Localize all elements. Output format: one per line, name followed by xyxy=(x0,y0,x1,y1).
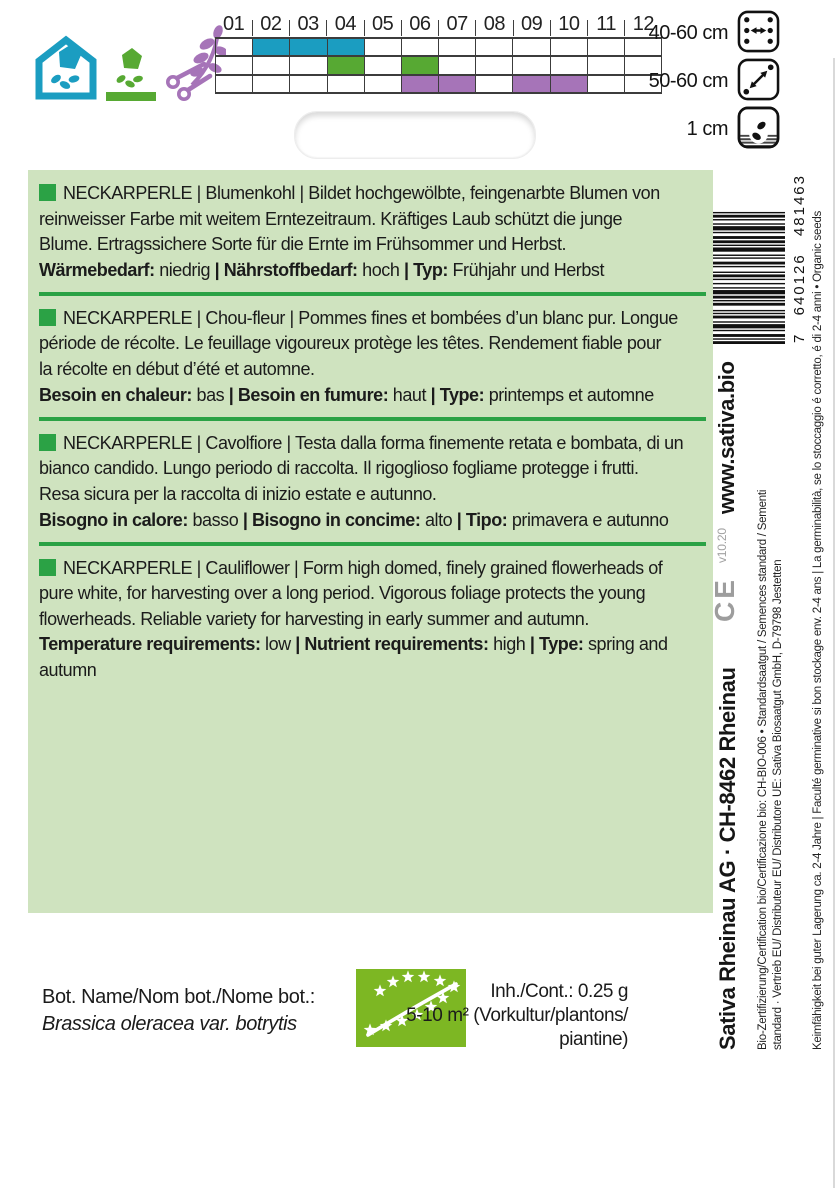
calendar-cell-outdoor-sowing-07 xyxy=(439,57,476,75)
calendar-month-label: 12 xyxy=(625,12,662,37)
calendar-cell-outdoor-sowing-05 xyxy=(365,57,402,75)
certification-text xyxy=(756,490,785,1050)
green-divider xyxy=(39,542,706,546)
calendar-month-label: 04 xyxy=(327,12,364,37)
company-address: Sativa Rheinau AG · CH-8462 Rheinau xyxy=(715,667,740,1050)
calendar-cell-indoor-sowing-05 xyxy=(365,39,402,57)
spacing-info xyxy=(580,12,780,151)
descriptions xyxy=(39,181,701,684)
calendar-cell-indoor-sowing-09 xyxy=(513,39,550,57)
requirements-line: Besoin en chaleur: bas | Besoin en fumure: haut | Type: printemps et automne xyxy=(39,384,654,405)
calendar-cell-indoor-sowing-08 xyxy=(476,39,513,57)
green-square-bullet xyxy=(39,434,56,451)
germination-text: Keimfähigkeit bei guter Lagerung ca. 2-4 Jahre | Faculté germinative si bon stockage env. 2-4 ans | La germinabilità, se lo stoccaggio é corretto, é di 2-4 anni • Organic seeds xyxy=(812,211,824,1050)
description-line: reinweisser Farbe mit weitem Erntezeitraum. Kräftiges Laub schützt die junge xyxy=(39,208,623,229)
botanical-label: Bot. Name/Nom bot./Nome bot.: xyxy=(42,986,315,1008)
calendar-cell-outdoor-sowing-06 xyxy=(402,57,439,75)
green-square-bullet xyxy=(39,559,56,576)
description-line: flowerheads. Reliable variety for harvesting in early summer and autumn. xyxy=(39,608,589,629)
description-de xyxy=(39,181,701,283)
row-spacing xyxy=(580,12,780,55)
outdoor-sowing-icon xyxy=(106,47,156,106)
barcode xyxy=(713,172,808,345)
green-divider xyxy=(39,292,706,296)
sowing-depth xyxy=(580,108,780,151)
sowing-depth-icon xyxy=(737,106,780,154)
description-it xyxy=(39,431,701,533)
requirements-line: Bisogno in calore: basso | Bisogno in concime: alto | Tipo: primavera e autunno xyxy=(39,509,669,530)
calendar-cell-harvest-05 xyxy=(365,76,402,94)
calendar-month-label: 03 xyxy=(290,12,327,37)
plant-spacing-label: 50-60 cm xyxy=(648,70,728,92)
calendar-cell-harvest-04 xyxy=(328,76,365,94)
description-line: Resa sicura per la raccolta di inizio estate e autunno. xyxy=(39,483,437,504)
calendar-cell-indoor-sowing-06 xyxy=(402,39,439,57)
calendar-cell-harvest-09 xyxy=(513,76,550,94)
description-line: la récolte en début d’été et automne. xyxy=(39,359,315,380)
calendar-cell-outdoor-sowing-03 xyxy=(290,57,327,75)
calendar-month-label: 11 xyxy=(588,12,625,37)
coverage-line1: 5-10 m² (Vorkultur/plantons/ xyxy=(406,1005,628,1026)
calendar-cell-indoor-sowing-04 xyxy=(328,39,365,57)
green-square-bullet xyxy=(39,309,56,326)
sowing-legend xyxy=(34,26,214,106)
calendar-month-label: 06 xyxy=(401,12,438,37)
calendar-month-label: 05 xyxy=(364,12,401,37)
description-line: période de récolte. Le feuillage vigoureux protège les têtes. Rendement fiable pour xyxy=(39,333,662,354)
certification-line1: Bio-Zertifizierung/Certification bio/Certificazione bio: CH-BIO-006 • Standardsaatgut / Semences standard / Sementi xyxy=(757,489,769,1050)
description-en xyxy=(39,556,701,684)
description-line: bianco candido. Lungo periodo di raccolta. Il rigoglioso fogliame protegge i frutti. xyxy=(39,458,639,479)
requirements-line: Temperature requirements: low | Nutrient requirements: high | Type: spring and xyxy=(39,634,668,655)
description-line: NECKARPERLE | Chou-fleur | Pommes fines et bombées d’un blanc pur. Longue xyxy=(39,306,701,332)
calendar-cell-outdoor-sowing-02 xyxy=(253,57,290,75)
calendar-cell-outdoor-sowing-08 xyxy=(476,57,513,75)
description-fr xyxy=(39,306,701,408)
botanical-name-block xyxy=(42,986,315,1036)
calendar-cell-harvest-08 xyxy=(476,76,513,94)
calendar-cell-indoor-sowing-01 xyxy=(216,39,253,57)
calendar-cell-indoor-sowing-03 xyxy=(290,39,327,57)
row-spacing-icon xyxy=(737,10,780,58)
certification-line2: standard · Vertrieb EU/ Distributeur EU/ Distributore UE: Sativa Biosaatgut GmbH, D-79798 Jestetten xyxy=(771,559,784,1050)
calendar-month-label: 10 xyxy=(550,12,587,37)
calendar-month-label: 09 xyxy=(513,12,550,37)
plant-spacing-icon xyxy=(737,58,780,106)
requirements-line: autumn xyxy=(39,660,97,680)
description-line: NECKARPERLE | Blumenkohl | Bildet hochgewölbte, feingenarbte Blumen von xyxy=(39,181,701,207)
calendar-month-label: 07 xyxy=(439,12,476,37)
barcode-digit-group: 640126 xyxy=(791,253,808,316)
description-line: NECKARPERLE | Cauliflower | Form high domed, finely grained flowerheads of xyxy=(39,556,701,582)
calendar-month-label: 08 xyxy=(476,12,513,37)
content-amount: Inh./Cont.: 0.25 g xyxy=(490,981,628,1002)
calendar-cell-harvest-03 xyxy=(290,76,327,94)
barcode-digit-group: 7 xyxy=(791,332,808,343)
calendar-month-label: 01 xyxy=(223,13,245,35)
calendar-month-label: 02 xyxy=(252,12,289,37)
barcode-digit-group: 481463 xyxy=(791,174,808,237)
packet-edge-line xyxy=(833,58,835,1188)
green-divider xyxy=(39,417,706,421)
content-info xyxy=(388,980,628,1052)
calendar-cell-outdoor-sowing-09 xyxy=(513,57,550,75)
description-line: NECKARPERLE | Cavolfiore | Testa dalla forma finemente retata e bombata, di un xyxy=(39,431,701,457)
hanger-hole-cutout xyxy=(294,111,536,159)
row-spacing-label: 40-60 cm xyxy=(648,22,728,44)
description-line: Blume. Ertragssichere Sorte für die Ernte im Frühsommer und Herbst. xyxy=(39,234,567,255)
plant-spacing xyxy=(580,60,780,103)
calendar-cell-outdoor-sowing-01 xyxy=(216,57,253,75)
version-label: v10.20 xyxy=(715,528,729,563)
ce-mark: CE xyxy=(709,577,740,622)
calendar-cell-outdoor-sowing-04 xyxy=(328,57,365,75)
website: www.sativa.bio xyxy=(714,361,739,514)
calendar-cell-indoor-sowing-02 xyxy=(253,39,290,57)
requirements-line: Wärmebedarf: niedrig | Nährstoffbedarf: hoch | Typ: Frühjahr und Herbst xyxy=(39,259,605,280)
calendar-cell-harvest-06 xyxy=(402,76,439,94)
rotated-sidebar xyxy=(709,170,837,1200)
indoor-sowing-icon xyxy=(34,35,98,106)
calendar-cell-harvest-07 xyxy=(439,76,476,94)
variety-description-block xyxy=(28,170,713,913)
green-square-bullet xyxy=(39,184,56,201)
calendar-cell-harvest-01 xyxy=(216,76,253,94)
coverage-line2: piantine) xyxy=(559,1029,628,1050)
calendar-cell-harvest-02 xyxy=(253,76,290,94)
description-line: pure white, for harvesting over a long period. Vigorous foliage protects the young xyxy=(39,583,646,604)
barcode-digits xyxy=(791,172,808,345)
botanical-name: Brassica oleracea var. botrytis xyxy=(42,1013,297,1035)
calendar-cell-indoor-sowing-07 xyxy=(439,39,476,57)
sowing-depth-label: 1 cm xyxy=(686,118,728,140)
